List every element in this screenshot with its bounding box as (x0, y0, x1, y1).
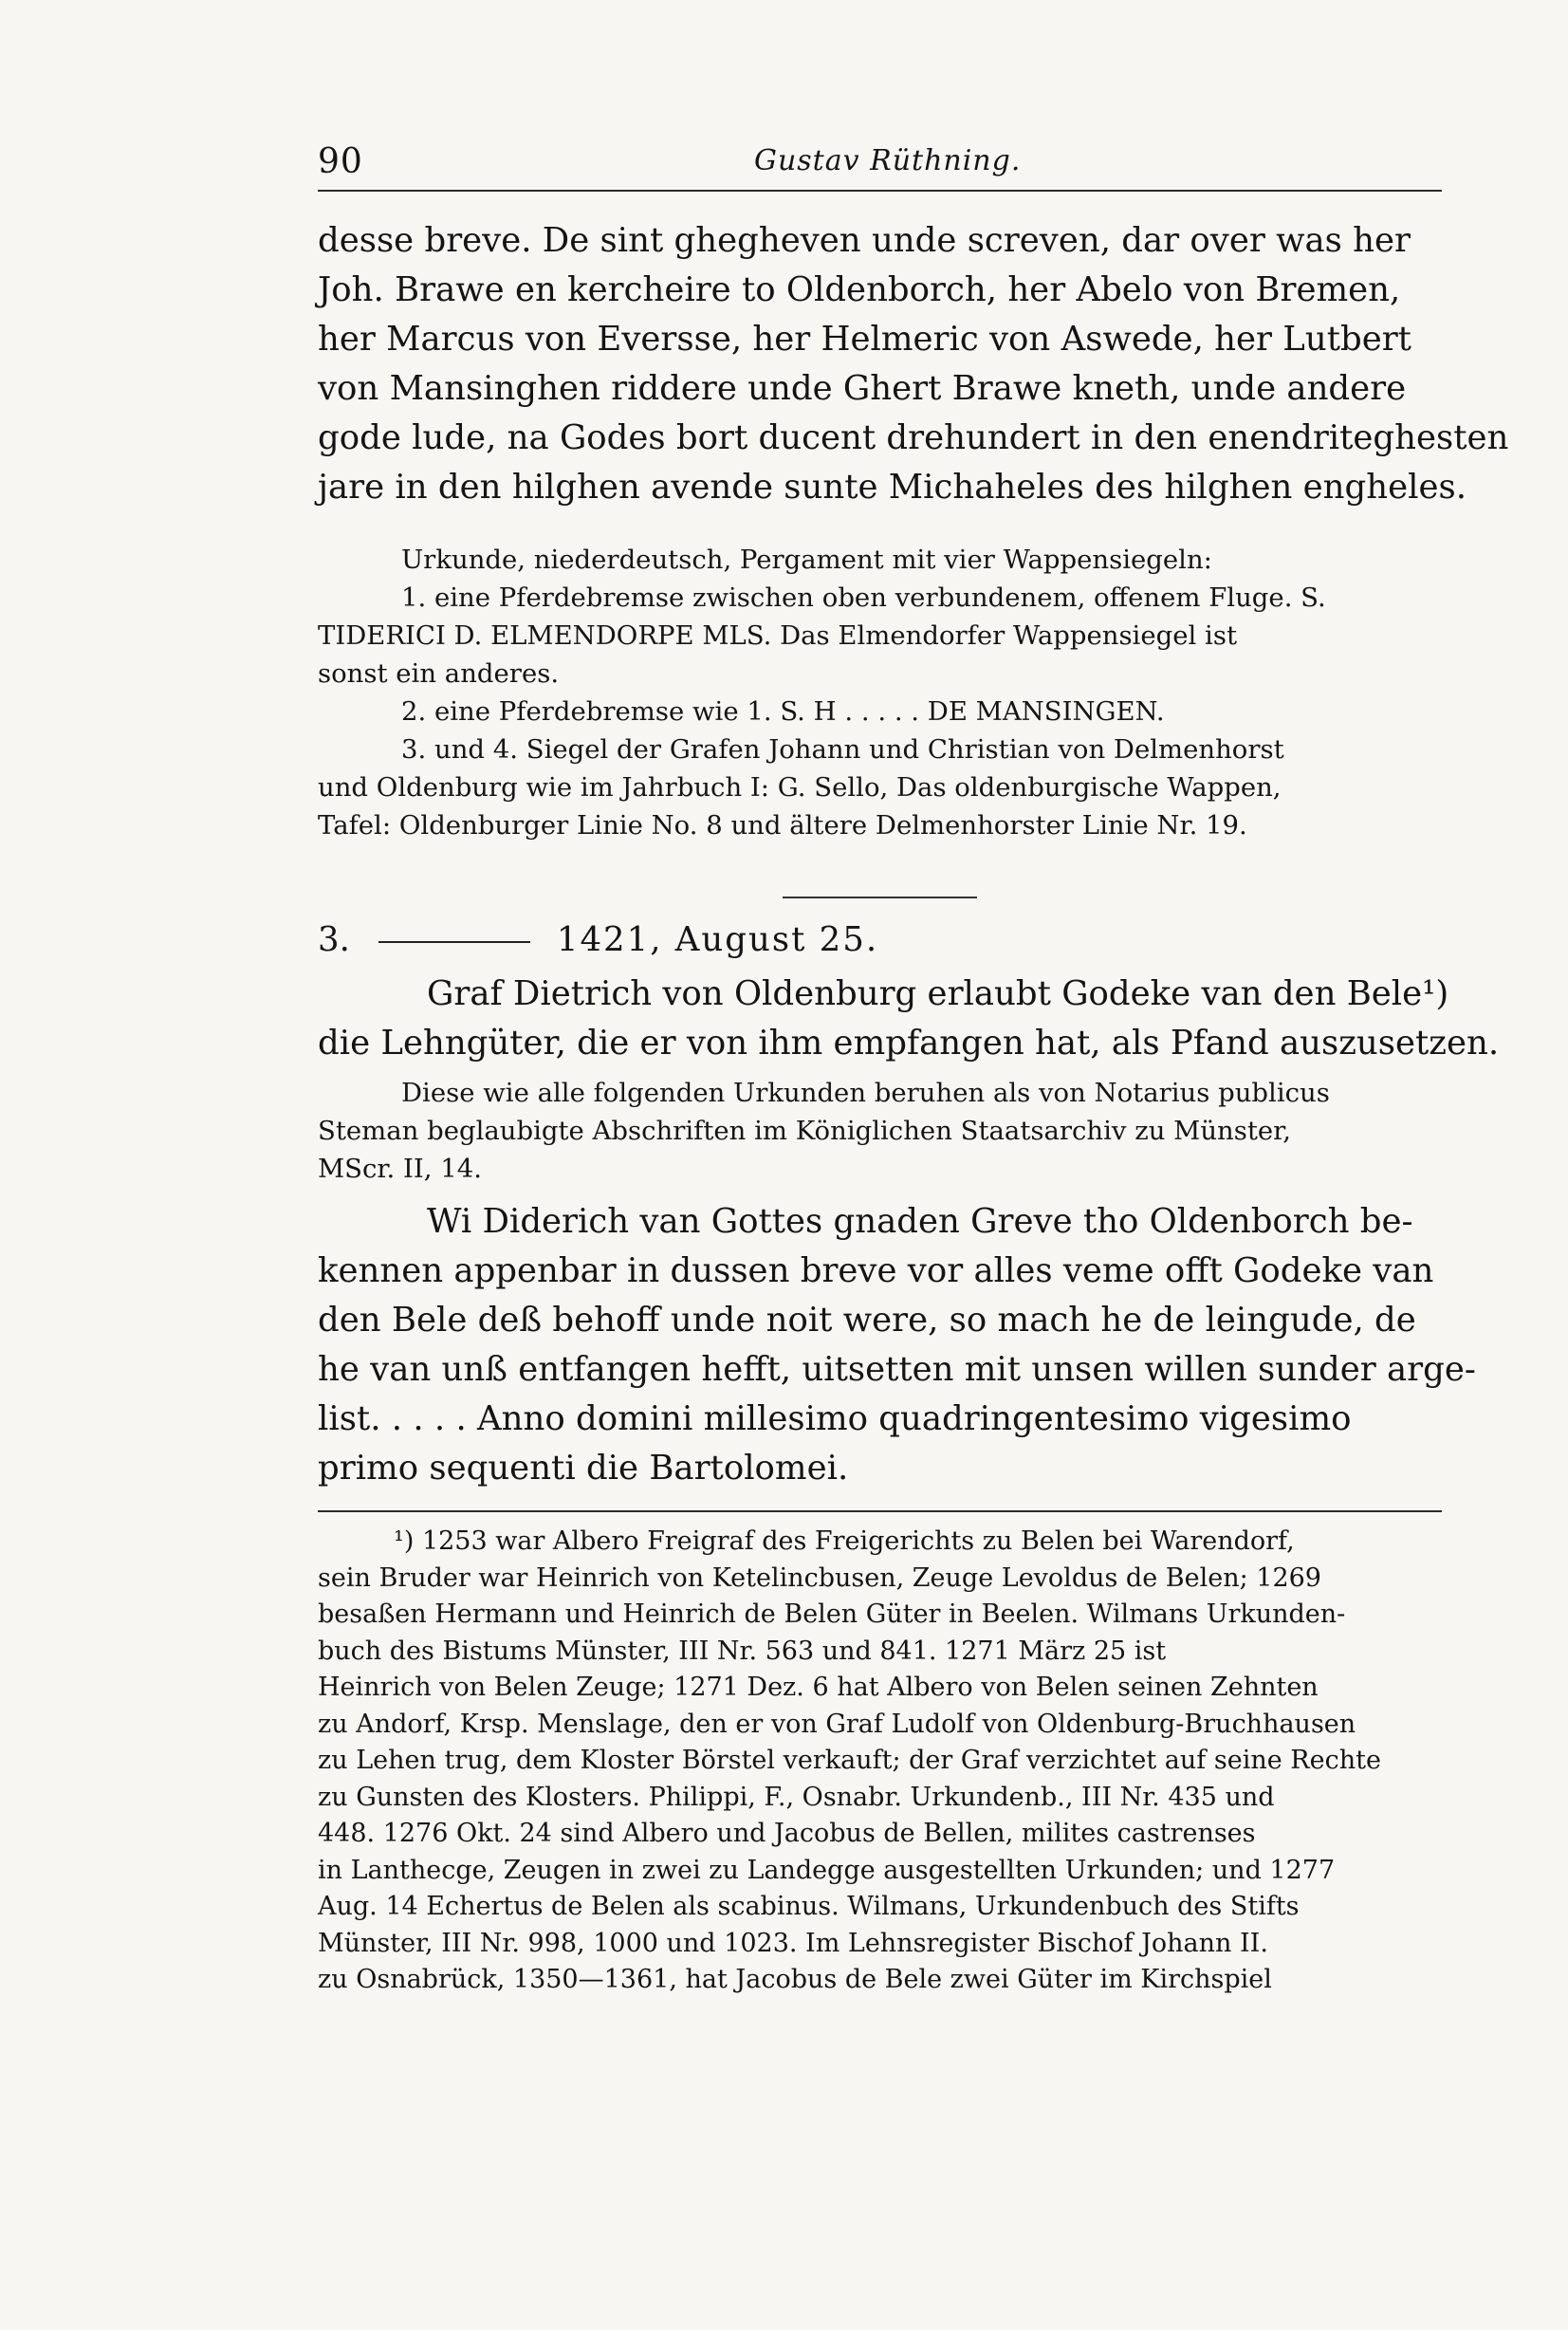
text-line: 3. und 4. Siegel der Grafen Johann und Christian von Delmenhorst (401, 734, 1284, 765)
text-line: sonst ein anderes. (318, 658, 560, 689)
footnote-line: zu Gunsten des Klosters. Philippi, F., Osnabr. Urkundenb., III Nr. 435 und (318, 1782, 1275, 1812)
text-line: 1. eine Pferdebremse zwischen oben verbundenem, offenem Fluge. S. (401, 582, 1326, 613)
footnote-line: zu Andorf, Krsp. Menslage, den er von Graf Ludolf von Oldenburg-Bruchhausen (318, 1709, 1356, 1739)
footnote-line: Heinrich von Belen Zeuge; 1271 Dez. 6 hat Albero von Belen seinen Zehnten (318, 1673, 1319, 1702)
footnote-line: besaßen Hermann und Heinrich de Belen Güter in Beelen. Wilmans Urkunden- (318, 1600, 1346, 1629)
text-line: Steman beglaubigte Abschriften im Königlichen Staatsarchiv zu Münster, (318, 1116, 1292, 1146)
text-line: her Marcus von Eversse, her Helmeric von Aswede, her Lutbert (318, 320, 1411, 359)
footnote-line: in Lanthecge, Zeugen in zwei zu Landegge ausgestellten Urkunden; und 1277 (318, 1855, 1336, 1885)
text-line: primo sequenti die Bartolomei. (318, 1449, 849, 1488)
text-line: Joh. Brawe en kercheire to Oldenborch, her Abelo von Bremen, (318, 270, 1401, 309)
text-line: gode lude, na Godes bort ducent drehundert in den enendriteghesten (318, 418, 1509, 457)
footnote-rule (318, 1510, 1442, 1512)
section-separator (318, 897, 1442, 900)
footnote-line: zu Lehen trug, dem Kloster Börstel verkauft; der Graf verzichtet auf seine Rechte (318, 1746, 1381, 1775)
text-line: den Bele deß behoff unde noit were, so mach he de leingude, de (318, 1301, 1416, 1340)
text-line: desse breve. De sint ghegheven unde screven, dar over was her (318, 221, 1411, 260)
footnote-line: Aug. 14 Echertus de Belen als scabinus. Wilmans, Urkundenbuch des Stifts (318, 1892, 1300, 1921)
footnote-line: ¹) 1253 war Albero Freigraf des Freigerichts zu Belen bei Warendorf, (394, 1526, 1295, 1556)
regest (318, 970, 1500, 1068)
document-text (318, 1197, 1476, 1493)
text-line: he van unß entfangen hefft, uitsetten mit unsen willen sunder arge- (318, 1350, 1476, 1389)
footnote-line: sein Bruder war Heinrich von Ketelincbusen, Zeuge Levoldus de Belen; 1269 (318, 1563, 1321, 1593)
text-line: Urkunde, niederdeutsch, Pergament mit vier Wappensiegeln: (401, 545, 1212, 575)
footnote-line: Münster, III Nr. 998, 1000 und 1023. Im Lehnsregister Bischof Johann II. (318, 1928, 1268, 1958)
entry-heading (318, 915, 1442, 965)
intro-paragraph (318, 216, 1509, 512)
page-header (318, 142, 1442, 190)
text-line: TIDERICI D. ELMENDORPE MLS. Das Elmendorfer Wappensiegel ist (318, 620, 1237, 651)
text-line: 2. eine Pferdebremse wie 1. S. H . . . . . DE MANSINGEN. (401, 696, 1165, 727)
text-line: die Lehngüter, die er von ihm empfangen hat, als Pfand auszusetzen. (318, 1024, 1500, 1063)
text-line: kennen appenbar in dussen breve vor alles veme offt Godeke van (318, 1251, 1434, 1290)
text-line: jare in den hilghen avende sunte Michaheles des hilghen engheles. (318, 468, 1467, 507)
separator-rule (783, 897, 977, 898)
entry-number: 3. (318, 920, 350, 959)
text-line: von Mansinghen riddere unde Ghert Brawe kneth, unde andere (318, 369, 1407, 408)
page-number: 90 (318, 142, 363, 181)
footnote-line: buch des Bistums Münster, III Nr. 563 und 841. 1271 März 25 ist (318, 1636, 1167, 1666)
entry-dash (378, 941, 530, 943)
footnote-separator (318, 1510, 1442, 1514)
text-line: Graf Dietrich von Oldenburg erlaubt Godeke van den Bele¹) (427, 974, 1449, 1013)
text-line: Wi Diderich van Gottes gnaden Greve tho Oldenborch be- (427, 1202, 1413, 1241)
footnote (318, 1524, 1442, 1999)
footnote-line: zu Osnabrück, 1350—1361, hat Jacobus de Bele zwei Güter im Kirchspiel (318, 1965, 1272, 1994)
running-title: Gustav Rüthning. (754, 144, 1022, 177)
text-line: Tafel: Oldenburger Linie No. 8 und ältere Delmenhorster Linie Nr. 19. (318, 810, 1247, 841)
text-line: MScr. II, 14. (318, 1154, 482, 1184)
text-line: Diese wie alle folgenden Urkunden beruhen als von Notarius publicus (401, 1078, 1330, 1108)
text-line: und Oldenburg wie im Jahrbuch I: G. Sello, Das oldenburgische Wappen, (318, 772, 1282, 803)
text-line: list. . . . . Anno domini millesimo quadringentesimo vigesimo (318, 1399, 1352, 1438)
source-note (318, 1074, 1442, 1188)
footnote-line: 448. 1276 Okt. 24 sind Albero und Jacobus de Bellen, milites castrenses (318, 1819, 1256, 1848)
header-rule (318, 190, 1442, 192)
entry-date: 1421, August 25. (556, 920, 879, 959)
seal-note (318, 541, 1442, 844)
